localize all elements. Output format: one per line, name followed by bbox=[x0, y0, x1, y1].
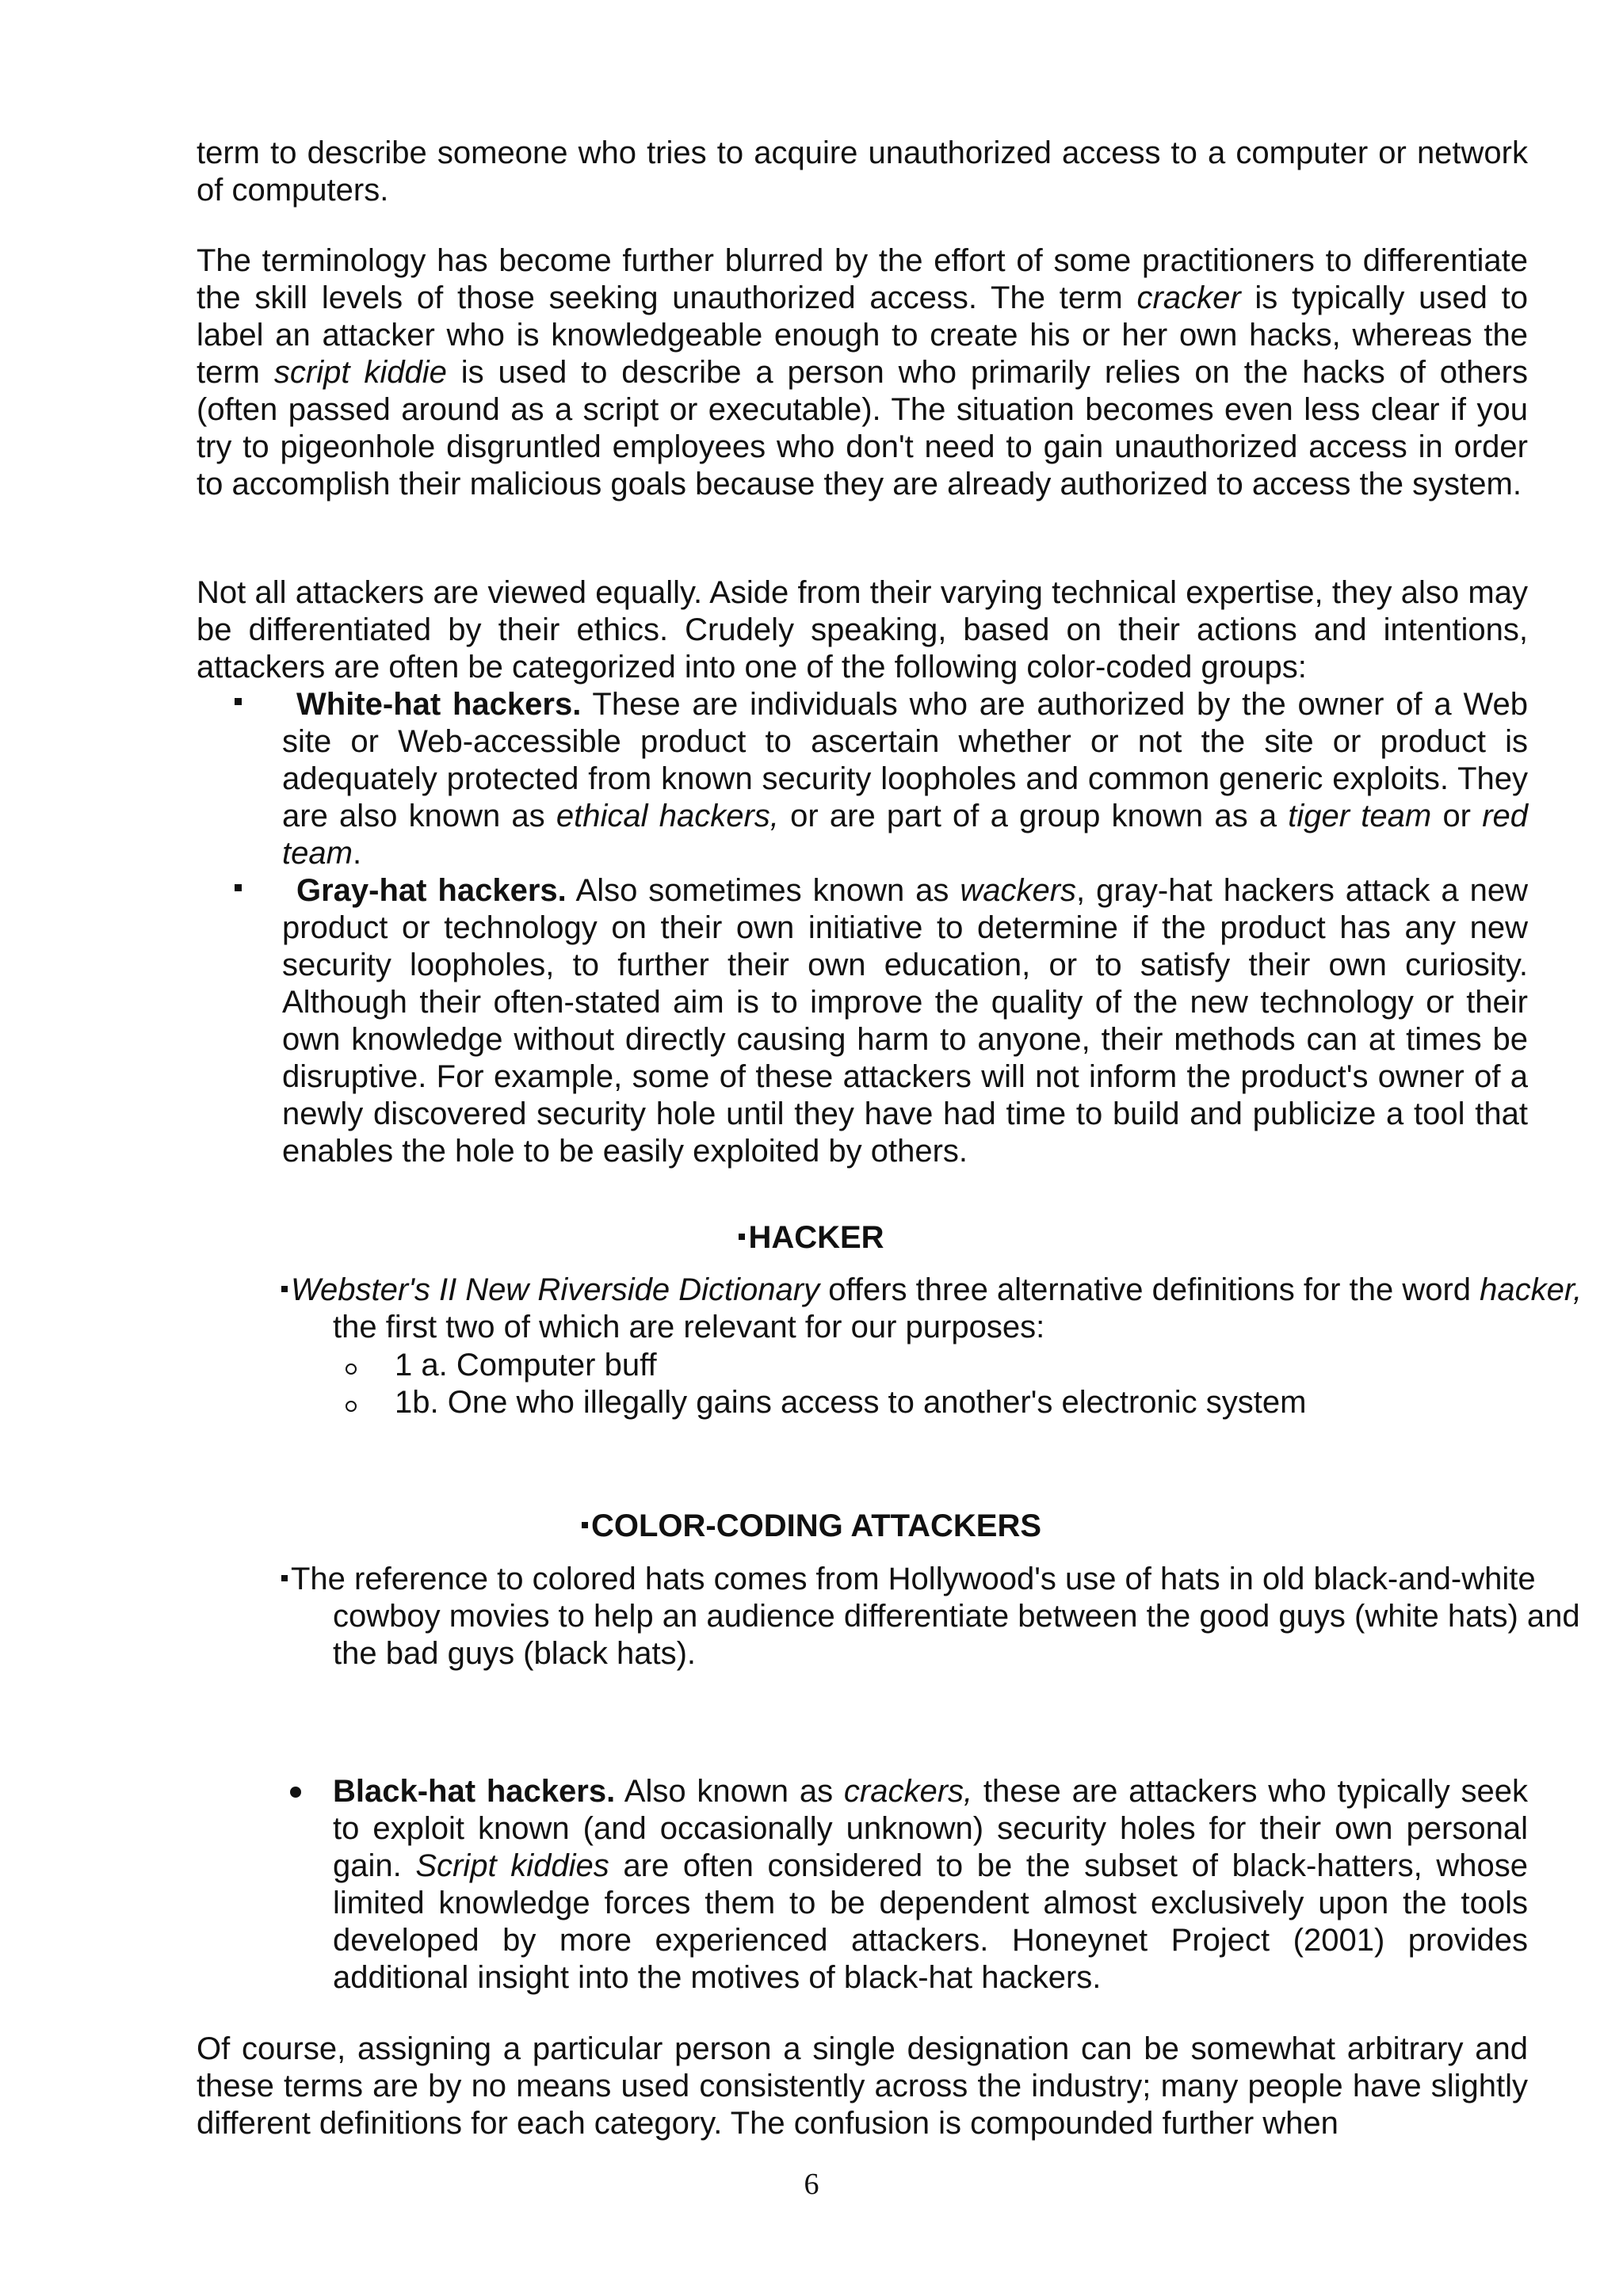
terminology-text-1: The terminology has become further blurred by the effort of some practitioners to differentiate the skill levels of those seeking unauthorized access. The term bbox=[197, 243, 1528, 315]
term-red-team: red team bbox=[282, 799, 1529, 871]
gray-hat-title: Gray-hat hackers. bbox=[296, 873, 567, 908]
white-hat-text-3: or bbox=[1431, 799, 1483, 833]
terminology-text-2: is typically used to label an attacker who is knowledgeable enough to create his or her own hacks, whereas the term bbox=[197, 280, 1529, 390]
square-bullet-icon bbox=[281, 1286, 288, 1292]
black-hat-title: Black-hat hackers. bbox=[333, 1774, 616, 1809]
square-bullet-icon bbox=[281, 1575, 288, 1581]
circle-bullet-icon bbox=[346, 1363, 357, 1375]
dictionary-title: Webster's II New Riverside Dictionary bbox=[291, 1272, 820, 1307]
term-crackers: crackers, bbox=[843, 1774, 973, 1809]
square-bullet-icon bbox=[235, 698, 242, 705]
terminology-paragraph bbox=[197, 242, 1528, 503]
hacker-heading-text: HACKER bbox=[748, 1220, 884, 1255]
black-hat-text-2: these are attackers who typically seek to exploit known (and occasionally unknown) security holes for their own personal gain. bbox=[333, 1774, 1528, 1883]
term-tiger-team: tiger team bbox=[1288, 799, 1432, 833]
hacker-heading bbox=[0, 1219, 1623, 1257]
color-coding-text: The reference to colored hats comes from Hollywood's use of hats in old black-and-white cowboy movies to help an audience differentiate between the good guys (white hats) and the bad guys (black hats). bbox=[291, 1562, 1580, 1671]
gray-hat-text-2: , gray-hat hackers attack a new product or technology on their own initiative to determine if the product has any new security loopholes, to further their own education, or to satisfy their own curiosity. Although their often-stated aim is to improve the quality of the new technology or their own knowledge without directly causing harm to anyone, their methods can at times be disruptive. For example, some of these attackers will not inform the product's owner of a newly discovered security hole until they have had time to build and publicize a tool that enables the hole to be easily exploited by others. bbox=[282, 873, 1529, 1169]
white-hat-text-1: These are individuals who are authorized by the owner of a Web site or Web-accessible product to ascertain whether or not the site or product is adequately protected from known security loopholes and common generic exploits. They are also known as bbox=[282, 687, 1528, 833]
circle-bullet-icon bbox=[346, 1401, 357, 1412]
black-hat-list bbox=[281, 1773, 1528, 1997]
list-item-definition bbox=[333, 1384, 1522, 1421]
list-item-definition bbox=[333, 1347, 1522, 1384]
color-coding-heading bbox=[0, 1508, 1623, 1545]
black-hat-text-1: Also known as bbox=[615, 1774, 844, 1809]
intro-paragraph: term to describe someone who tries to acquire unauthorized access to a computer or network of computers. bbox=[197, 135, 1528, 208]
white-hat-text-4: . bbox=[352, 836, 362, 871]
term-cracker: cracker bbox=[1136, 280, 1241, 315]
term-hacker: hacker, bbox=[1480, 1272, 1583, 1307]
round-bullet-icon bbox=[290, 1787, 301, 1798]
hacker-text-2: the first two of which are relevant for our purposes: bbox=[333, 1310, 1045, 1344]
hacker-text-1: offers three alternative definitions for the word bbox=[819, 1272, 1480, 1307]
list-item-white-hat bbox=[197, 686, 1528, 872]
term-wackers: wackers bbox=[960, 873, 1077, 908]
closing-paragraph: Of course, assigning a particular person a single designation can be somewhat arbitrary and these terms are by no means used consistently across the industry; many people have slightly different definitions for each category. The confusion is compounded further when bbox=[197, 2031, 1528, 2141]
attackers-paragraph: Not all attackers are viewed equally. Aside from their varying technical expertise, they also may be differentiated by their ethics. Crudely speaking, based on their actions and intentions, attackers are often be categorized into one of the following color-coded groups: bbox=[197, 575, 1528, 685]
definition-text: 1b. One who illegally gains access to another's electronic system bbox=[395, 1385, 1307, 1420]
white-hat-title: White-hat hackers. bbox=[296, 687, 582, 722]
square-bullet-icon bbox=[582, 1522, 588, 1528]
color-coding-paragraph bbox=[281, 1561, 1585, 1672]
term-script-kiddies: Script kiddies bbox=[415, 1848, 609, 1883]
term-script-kiddie: script kiddie bbox=[273, 355, 447, 390]
hacker-definition-paragraph bbox=[281, 1272, 1585, 1346]
list-item-black-hat bbox=[281, 1773, 1528, 1997]
terminology-text-3: is used to describe a person who primarily relies on the hacks of others (often passed around as a script or executable). The situation becomes even less clear if you try to pigeonhole disgruntled employees who don't need to gain unauthorized access in order to accomplish their malicious goals because they are already authorized to access the system. bbox=[197, 355, 1528, 502]
color-coding-heading-text: COLOR-CODING ATTACKERS bbox=[590, 1508, 1042, 1543]
term-ethical-hackers: ethical hackers, bbox=[556, 799, 779, 833]
hat-categories-list bbox=[197, 686, 1528, 1170]
gray-hat-text-1: Also sometimes known as bbox=[566, 873, 960, 908]
list-item-gray-hat bbox=[197, 872, 1528, 1170]
square-bullet-icon bbox=[235, 884, 242, 891]
black-hat-text-3: are often considered to be the subset of black-hatters, whose limited knowledge forces them to be dependent almost exclusively upon the tools developed by more experienced attackers. Honeynet Project (2001) provides additional insight into the motives of black-hat hackers. bbox=[333, 1848, 1528, 1995]
square-bullet-icon bbox=[739, 1234, 745, 1240]
hacker-definitions-list bbox=[333, 1347, 1522, 1421]
page-number: 6 bbox=[804, 2168, 819, 2201]
white-hat-text-2: or are part of a group known as a bbox=[778, 799, 1289, 833]
definition-text: 1 a. Computer buff bbox=[395, 1348, 657, 1383]
